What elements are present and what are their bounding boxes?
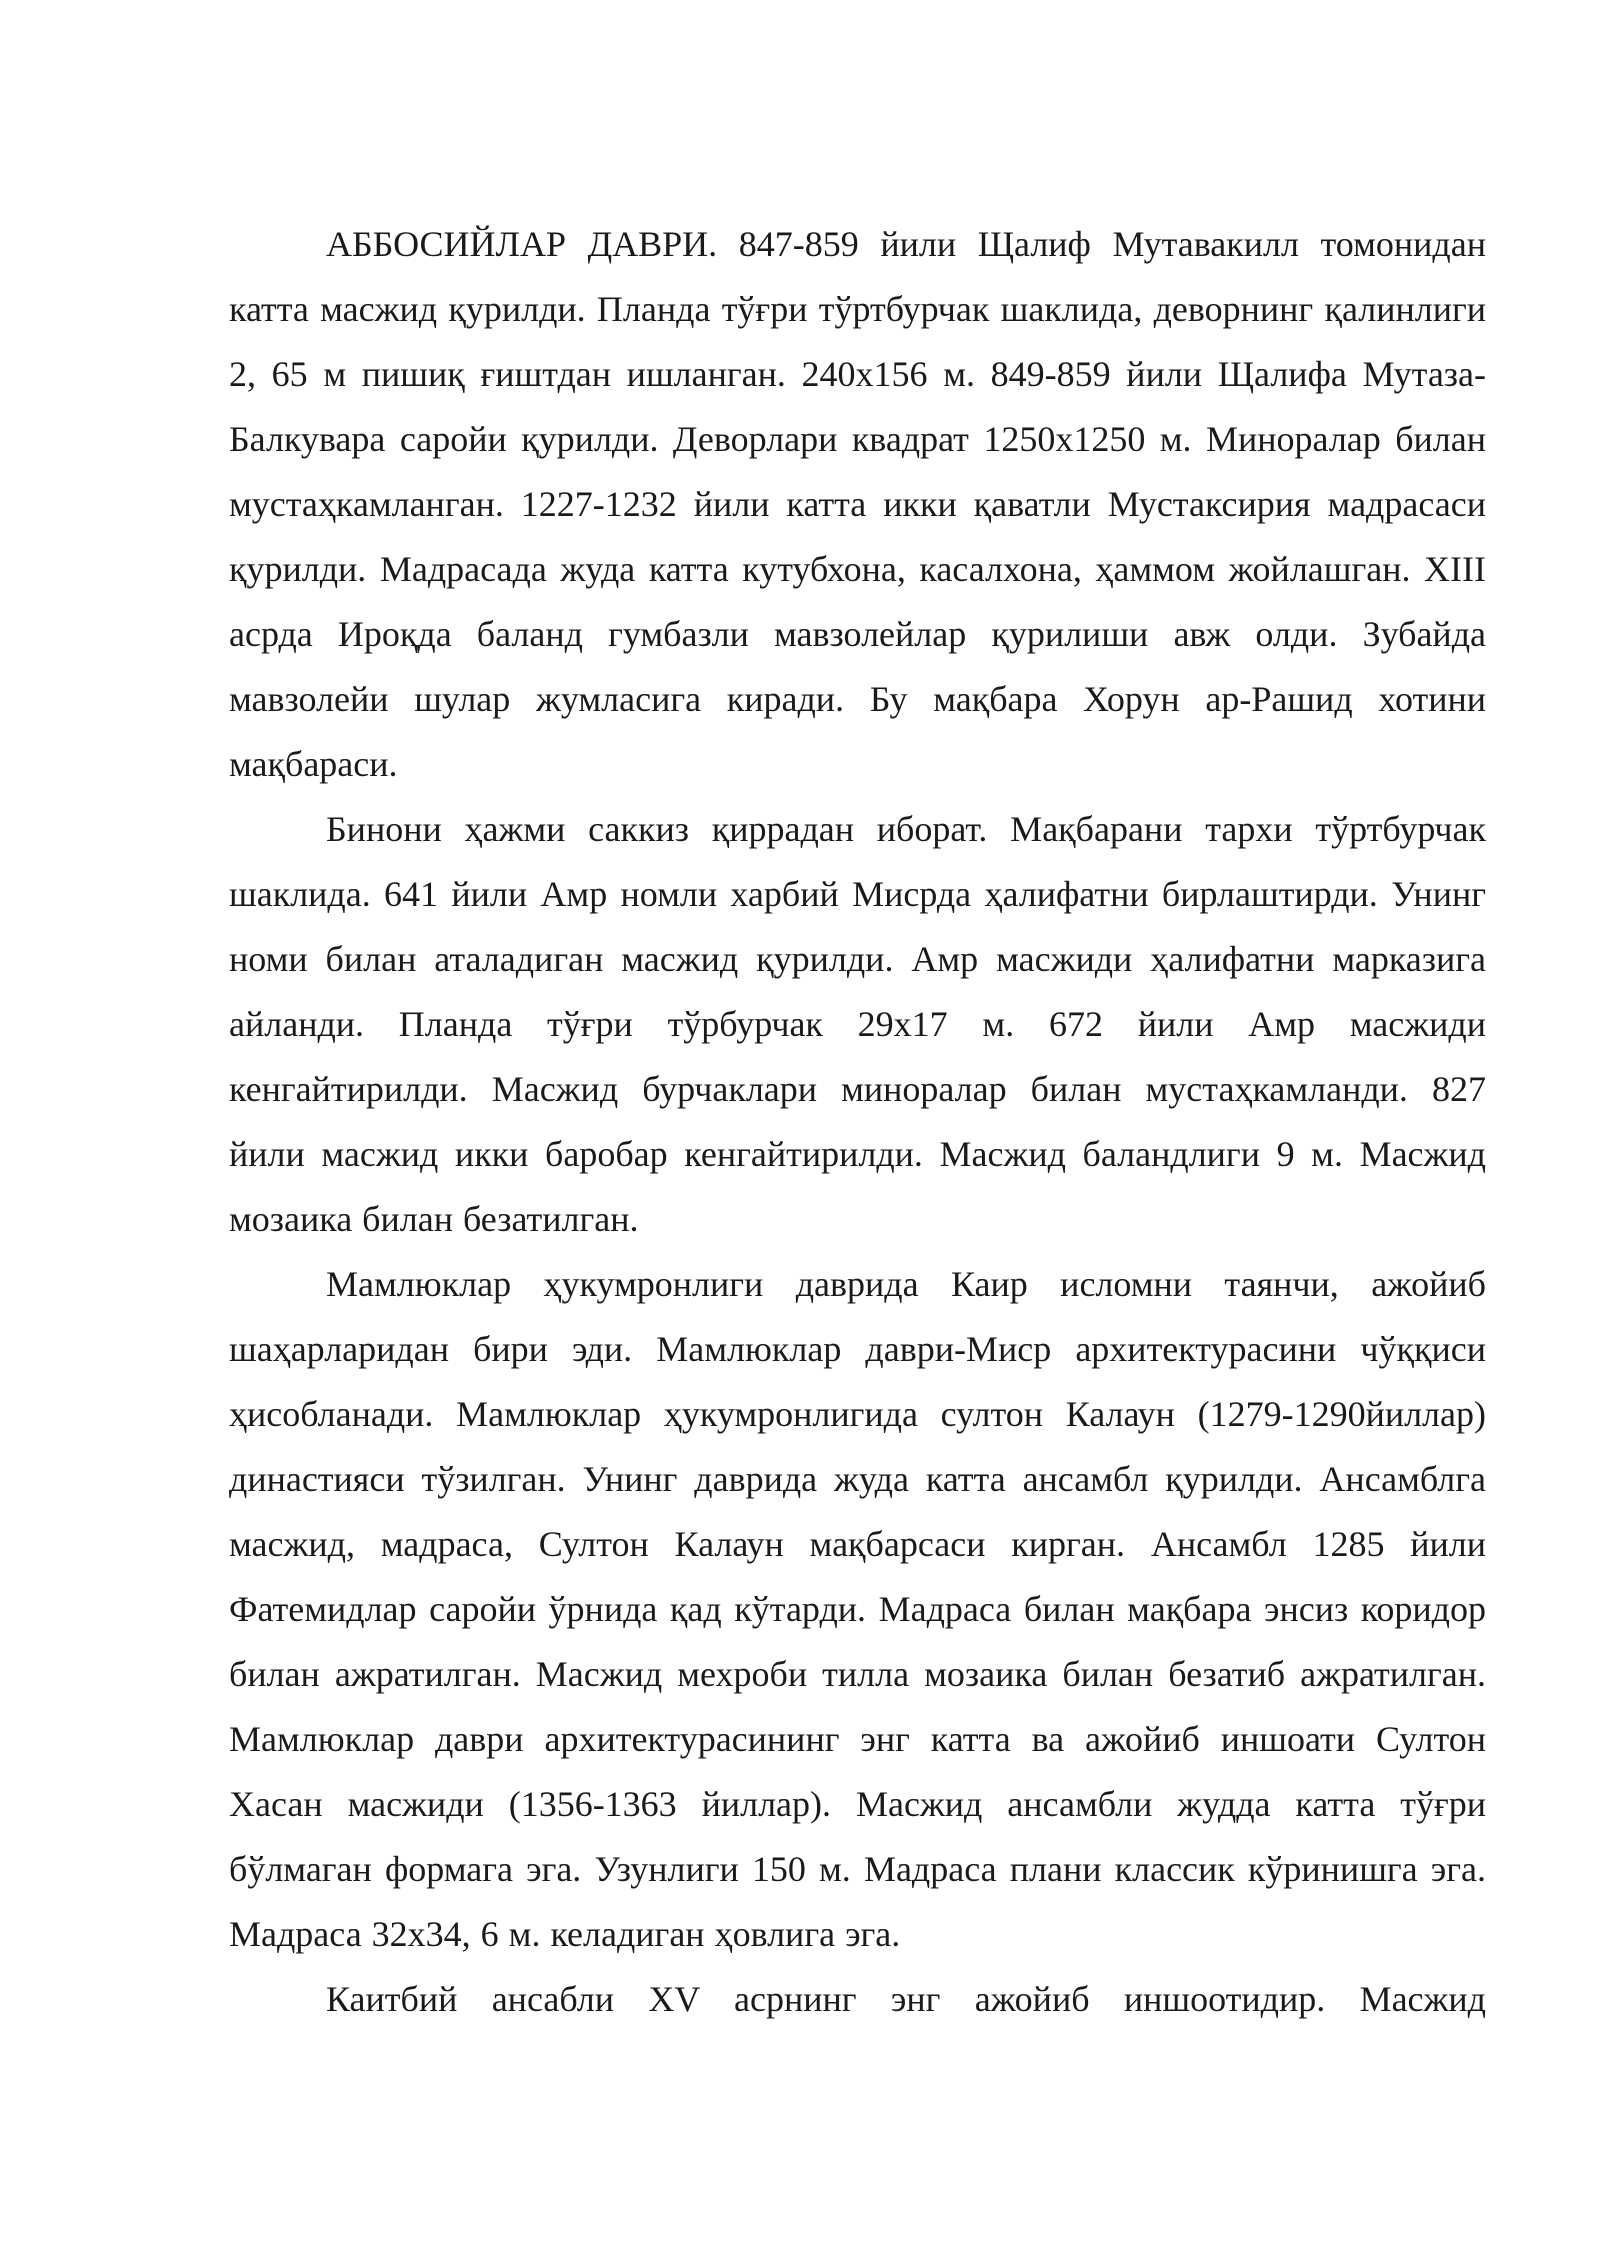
paragraph-qaitbay-ensemble: Каитбий ансабли XV асрнинг энг ажойиб иншоотидир. Масжид <box>326 1979 1486 2019</box>
paragraph-octagonal-mausoleum: Бинони ҳажми саккиз қиррадан иборат. Мақбарани тархи тўртбурчак шаклида. 641 йили Амр номли харбий Мисрда ҳалифатни бирлаштирди. Унинг номи билан аталадиган масжид қурилди. Амр масжиди ҳалифатни марказига айланди. Планда тўғри тўрбурчак 29х17 м. 672 йили Амр масжиди кенгайтирилди. Масжид бурчаклари миноралар билан мустаҳкамланди. 827 йили масжид икки баробар кенгайтирилди. Масжид баландлиги 9 м. Масжид мозаика билан безатилган. <box>229 809 1486 1239</box>
document-body <box>229 212 1486 2032</box>
paragraph-abbasid-era: АББОСИЙЛАР ДАВРИ. 847-859 йили Щалиф Мутавакилл томонидан катта масжид қурилди. Планда тўғри тўртбурчак шаклида, деворнинг қалинлиги 2, 65 м пишиқ ғиштдан ишланган. 240х156 м. 849-859 йили Щалифа Мутаза-Балкувара саройи қурилди. Деворлари квадрат 1250х1250 м. Миноралар билан мустаҳкамланган. 1227-1232 йили катта икки қаватли Мустаксирия мадрасаси қурилди. Мадрасада жуда катта кутубхона, касалхона, ҳаммом жойлашган. XIII асрда Ироқда баланд гумбазли мавзолейлар қурилиши авж олди. Зубайда мавзолейи шулар жумласига киради. Бу мақбара Хорун ар-Рашид хотини мақбараси. <box>229 224 1486 784</box>
paragraph-mamluk-era: Мамлюклар ҳукумронлиги даврида Каир исломни таянчи, ажойиб шаҳарларидан бири эди. Мамлюклар даври-Миср архитектурасини чўққиси ҳисобланади. Мамлюклар ҳукумронлигида султон Калаун (1279-1290йиллар) династияси тўзилган. Унинг даврида жуда катта ансамбл қурилди. Ансамблга масжид, мадраса, Султон Калаун мақбарсаси кирган. Ансамбл 1285 йили Фатемидлар саройи ўрнида қад кўтарди. Мадраса билан мақбара энсиз коридор билан ажратилган. Масжид мехроби тилла мозаика билан безатиб ажратилган. Мамлюклар даври архитектурасининг энг катта ва ажойиб иншоати Султон Хасан масжиди (1356-1363 йиллар). Масжид ансамбли жудда катта тўғри бўлмаган формага эга. Узунлиги 150 м. Мадраса плани классик кўринишга эга. Мадраса 32х34, 6 м. келадиган ҳовлига эга. <box>229 1264 1486 1954</box>
